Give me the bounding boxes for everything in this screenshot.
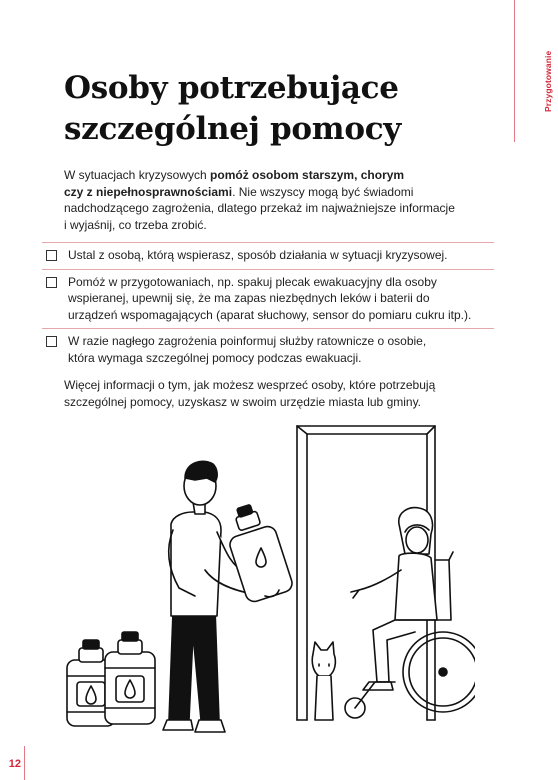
intro-line-2 [64, 184, 484, 201]
page-title-line-2: szczególnej pomocy [64, 111, 401, 147]
outro-line-1: Więcej informacji o tym, jak możesz wesprzeć osoby, które potrzebują [64, 378, 436, 392]
page-title [64, 68, 484, 150]
checkbox[interactable] [46, 277, 57, 288]
woman-in-wheelchair-figure [345, 508, 475, 718]
checklist-line: urządzeń wspomagających (aparat słuchowy, sensor do pomiaru cukru itp.). [68, 307, 472, 322]
intro-line-3: nadchodzącego zagrożenia, dlatego przekaż im najważniejsze informacje [64, 201, 455, 215]
checklist-item-text [68, 274, 494, 324]
checkbox[interactable] [46, 336, 57, 347]
checklist-line: wspieranej, upewnij się, że ma zapas niezbędnych leków i baterii do [68, 291, 430, 305]
intro-text: . Nie wszyscy mogą być świadomi [232, 184, 414, 199]
page-title-line-1: Osoby potrzebujące [64, 70, 399, 106]
bottom-divider [24, 746, 25, 780]
man-carrying-water-jug-to-woman-in-wheelchair-icon [55, 420, 475, 760]
intro-line-4: i wyjaśnij, co trzeba zrobić. [64, 217, 207, 232]
checklist-line: Ustal z osobą, którą wspierasz, sposób działania w sytuacji kryzysowej. [68, 248, 448, 262]
water-jug-icon [228, 504, 295, 603]
checkbox[interactable] [46, 250, 57, 261]
checklist-item [42, 242, 494, 269]
intro-line-1 [64, 167, 484, 184]
intro-emphasis: czy z niepełnosprawnościami [64, 184, 233, 199]
cat-icon [312, 642, 335, 720]
intro-text: W sytuacjach kryzysowych [64, 168, 211, 182]
checklist-item [42, 269, 494, 329]
checklist-item-text [68, 247, 494, 264]
water-jug-icon [105, 632, 155, 724]
checklist-item [42, 328, 494, 371]
checklist-item-text [68, 333, 494, 366]
checklist-line: Pomóż w przygotowaniach, np. spakuj plecak ewakuacyjny dla osoby [68, 274, 437, 289]
section-label-text: Przygotowanie [543, 50, 553, 112]
intro-emphasis: pomóż osobom starszym, chorym [210, 168, 405, 182]
page-number: 12 [8, 758, 21, 770]
checklist [42, 242, 494, 371]
section-label [529, 18, 553, 128]
checklist-line: W razie nagłego zagrożenia poinformuj służby ratownicze o osobie, [68, 334, 427, 348]
intro-paragraph [64, 167, 484, 233]
side-divider [514, 0, 515, 142]
outro-paragraph [64, 377, 484, 410]
checklist-line: która wymaga szczególnej pomocy podczas ewakuacji. [68, 350, 362, 365]
outro-line-2: szczególnej pomocy, uzyskasz w swoim urzędzie miasta lub gminy. [64, 394, 422, 409]
